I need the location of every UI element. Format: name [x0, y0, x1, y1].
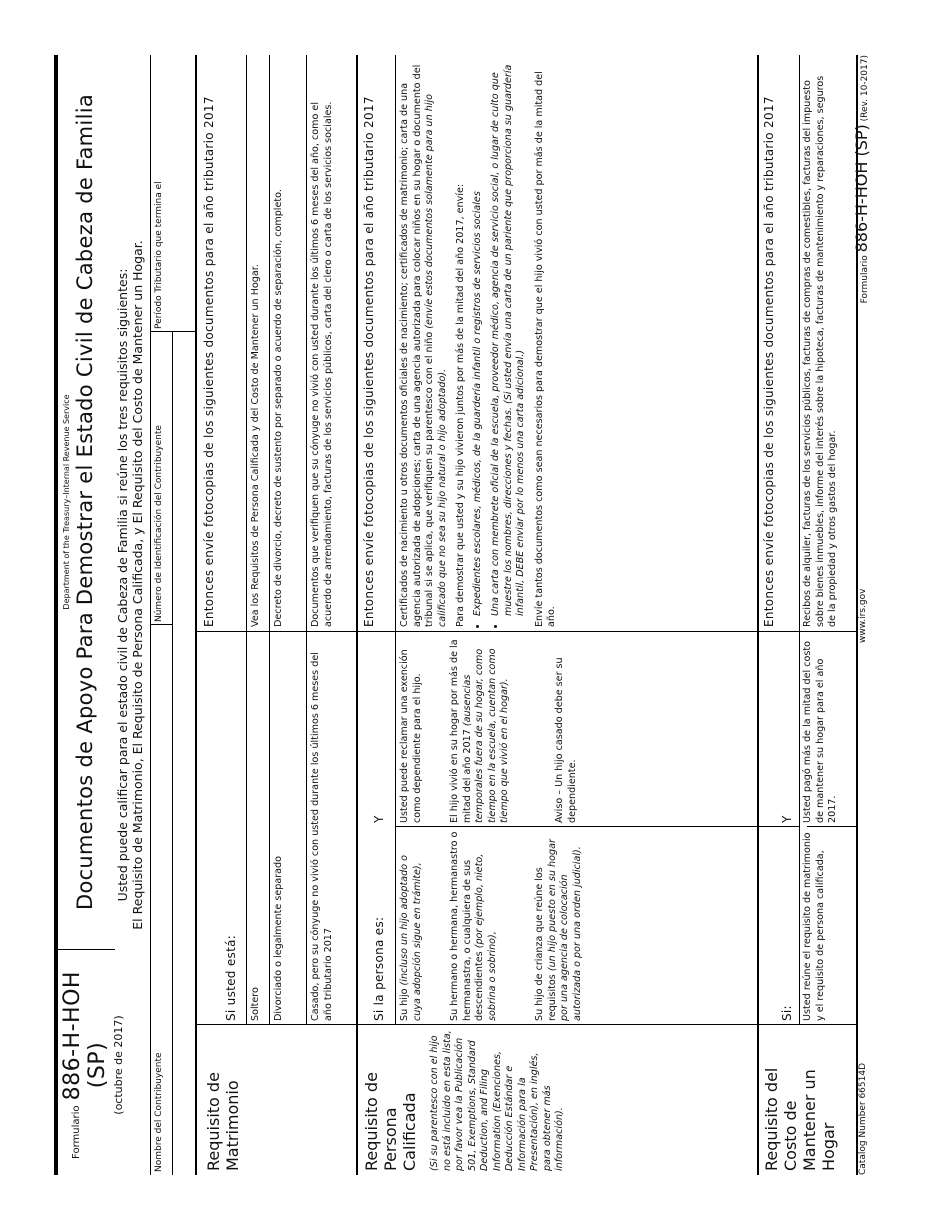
docs-letter-text: Una carta con membrete oficial de la escuela, proveedor médico, agencia de servicio social, o lugar de culto que muestre los nombres, direcciones y fechas. — [490, 72, 514, 616]
cost-if-text: Usted reúne el requisito de matrimonio y el requisito de persona calificada, — [802, 832, 826, 1021]
footer — [852, 55, 874, 1175]
qualifying-person-foster — [534, 831, 584, 1021]
qualifying-and-notice: Aviso – Un hijo casado debe ser su dependiente. — [554, 657, 578, 823]
cost-then-label: Entonces envíe fotocopias de los siguientes documentos para el año tributario 2017 — [762, 96, 776, 627]
docs-letter-detail: (Si usted envía una carta de un pariente que proporciona su guardería infantil, DEBE enviar por lo menos una carta adicional.) — [502, 64, 526, 616]
intro-line-1: Usted puede calificar para el estado civil de Cabeza de Familia si reúne los tres requisitos siguientes: — [115, 268, 130, 902]
catalog-number: Catalog Number 66514D — [858, 1063, 868, 1175]
person-sibling-text: Su hermano o hermana, hermanastro o hermanastra, o cualquiera de sus descendientes — [449, 831, 485, 1021]
qualifying-docs — [399, 62, 559, 627]
footer-form-label: Formulario — [860, 255, 870, 304]
rule — [150, 55, 151, 1175]
person-sibling-detail: (por ejemplo, nieto, sobrina o sobrino), — [474, 853, 498, 1021]
form-sheet — [54, 55, 874, 1175]
docs-birth-text: Certificados de nacimiento u otros documentos oficiales de nacimiento; certificados de matrimonio; carta de una agencia autorizada de adopciones; carta de una agencia autorizada para colocar niños en su hogar o documento del tribunal si se aplica, que verifiquen su parentesco con el niño — [399, 64, 435, 627]
marriage-status-single: Soltero — [250, 987, 261, 1021]
qualifying-docs-enough: Envíe tantos documentos como sean necesarios para demostrar que el hijo vivió con usted por más de la mitad del año. — [533, 71, 557, 627]
qualifying-note: (Si su parentesco con el hijo no está incluido en esta lista, por favor vea la Publicación 501, Exemptions, Standard Deduction, and Filing Information (Exenciones, Deducción Estándar e Información para la Presentación), en inglés, para obtener más información). — [429, 1030, 565, 1171]
qualifying-if-label: Si la persona es: — [372, 916, 386, 1021]
marriage-section-title: Requisito de Matrimonio — [204, 1072, 242, 1171]
marriage-docs-divorced: Decreto de divorcio, decreto de sustento por separado o acuerdo de separación, completo. — [273, 189, 284, 627]
marriage-then-label: Entonces envíe fotocopias de los siguientes documentos para el año tributario 2017 — [202, 96, 216, 627]
taxpayer-id-label: Número de Identificación del Contribuyente — [154, 425, 164, 622]
footer-form-id — [852, 55, 871, 303]
page-title: Documentos de Apoyo Para Demostrar el Estado Civil de Cabeza de Familia — [73, 93, 97, 911]
irs-url: www.irs.gov — [858, 588, 868, 643]
rule — [395, 826, 799, 827]
rule — [395, 55, 396, 1025]
form-label: Formulario — [71, 1105, 82, 1159]
header-divider — [58, 949, 115, 950]
and-lived-detail: (ausencias temporales fuera de su hogar, como tiempo en la escuela, cuentan como tiempo que vivió en el hogar). — [461, 648, 510, 823]
rule — [172, 332, 173, 1175]
form-number: 886-H-HOH (SP) — [60, 971, 110, 1101]
and-lived-text: El hijo vivió en su hogar por más de la mitad del año 2017 — [449, 639, 473, 823]
department-name: Department of the Treasury–Internal Revenue Service — [62, 394, 71, 610]
marriage-status-married: Casado, pero su cónyuge no vivió con usted durante los últimos 6 meses del año tributario 2017 — [310, 652, 334, 1021]
person-foster-text: Su hijo de crianza que reúne los requisitos — [534, 867, 558, 1021]
person-child-detail: (incluso un hijo adoptado o cuya adopción sigue en trámite), — [399, 855, 423, 1021]
footer-form-number: 886-H-HOH (SP) — [852, 124, 871, 253]
rule — [799, 55, 800, 1025]
qualifying-section-title: Requisito de Persona Calificada — [362, 1072, 419, 1171]
marriage-docs-single: Vea los Requisitos de Persona Calificada y del Costo de Mantener un Hogar. — [250, 264, 261, 627]
marriage-docs-married: Documentos que verifiquen que su cónyuge no vivió con usted durante los últimos 6 meses del año, como el acuerdo de arrendamiento, facturas de los servicios públicos, carta del clero o carta de los servicios sociales. — [310, 101, 334, 627]
qualifying-and-exemption: Usted puede reclamar una exención como dependiente para el hijo. — [399, 649, 423, 823]
rule — [306, 55, 307, 1025]
footer-form-rev: (Rev. 10-2017) — [860, 55, 870, 122]
qualifying-docs-records: • Expedientes escolares, médicos, de la guardería infantil o registros de servicios sociales — [472, 62, 485, 616]
rule — [246, 55, 247, 1025]
taxpayer-name-label: Nombre del Contribuyente — [154, 1052, 164, 1172]
qualifying-docs-letter — [490, 62, 528, 616]
rule — [195, 55, 197, 1175]
qualifying-docs-list — [472, 62, 528, 627]
rule — [269, 55, 270, 1025]
cost-and-text: Usted pagó más de la mitad del costo de mantener su hogar para el año 2017. — [802, 641, 838, 823]
qualifying-then-label: Entonces envíe fotocopias de los siguientes documentos para el año tributario 2017 — [362, 96, 376, 627]
docs-birth-detail: (envíe estos documentos solamente para un hijo calificado que no sea su hijo natural o hijo adoptado). — [424, 93, 448, 627]
person-child-text: Su hijo — [399, 985, 410, 1021]
rule — [356, 55, 358, 1175]
qualifying-docs-lived: Para demostrar que usted y su hijo vivieron juntos por más de la mitad del año 2017, envíe: — [455, 183, 466, 627]
person-foster-detail: (un hijo puesto en su hogar por una agencia de colocación autorizada o por una orden judicial). — [546, 839, 583, 1021]
qualifying-docs-birth — [399, 62, 449, 627]
cost-section-title: Requisito del Costo de Mantener un Hogar — [762, 1067, 838, 1171]
qualifying-and-label: Y — [372, 815, 386, 823]
qualifying-and-lived — [449, 638, 512, 823]
marriage-if-label: Si usted está: — [224, 934, 238, 1021]
rule — [807, 826, 856, 827]
qualifying-person-child — [399, 831, 424, 1021]
cost-docs: Recibos de alquiler, facturas de los servicios públicos, facturas de compras de comestibles, facturas del impuesto sobre bienes inmuebles, informe del interés sobre la hipoteca, facturas de mantenimiento y reparaciones, seguros de la propiedad y otros gastos del hogar. — [802, 75, 838, 627]
cost-if-label: Si: — [780, 1005, 794, 1021]
qualifying-person-sibling — [449, 831, 499, 1021]
marriage-status-divorced: Divorciado o legalmente separado — [273, 856, 284, 1021]
intro-text — [115, 55, 150, 1115]
tax-period-label: Período Tributario que termina el — [154, 181, 164, 329]
rule — [150, 624, 172, 625]
cost-and-label: Y — [780, 815, 794, 823]
intro-line-2: El Requisito de Matrimonio, El Requisito de Persona Calificada, y El Requisito del Costo de Mantener un Hogar. — [130, 240, 145, 930]
form-date: (octubre de 2017) — [112, 1015, 125, 1115]
rule — [757, 55, 759, 1175]
